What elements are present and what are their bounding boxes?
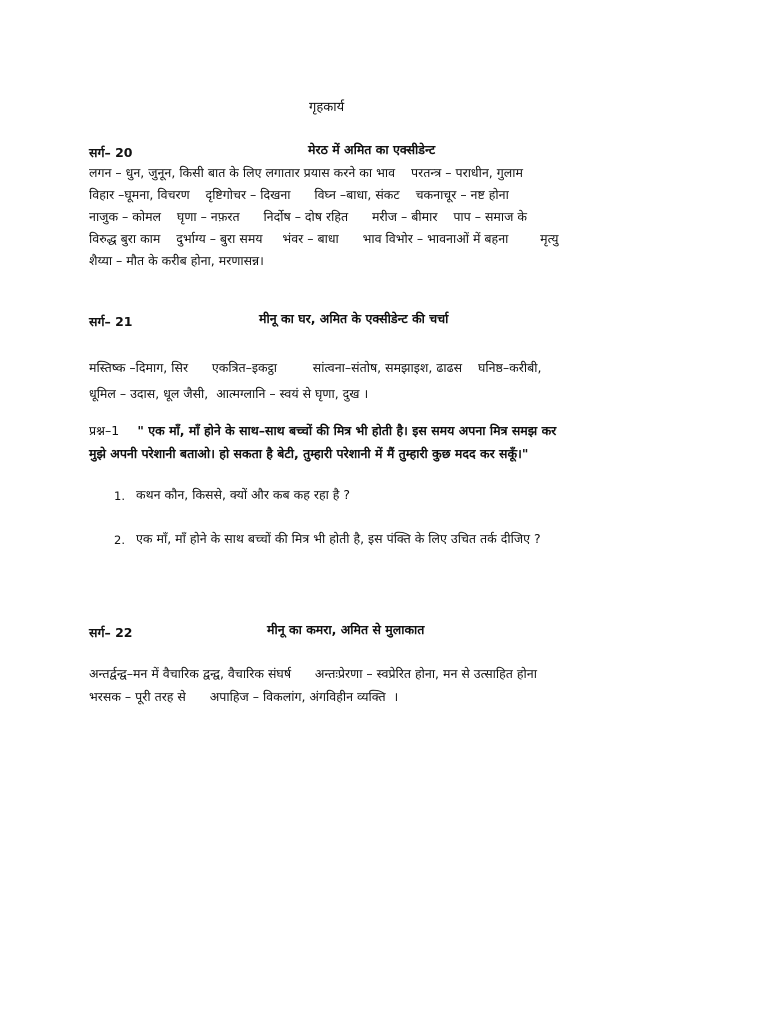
section-21-label: सर्ग– 21 <box>89 314 133 329</box>
section-22-heading: मीनू का कमरा, अमित से मुलाकात <box>267 622 425 637</box>
section-20-line-1: लगन – धुन, जुनून, किसी बात के लिए लगातार प्रयास करने का भाव परतन्त्र – पराधीन, गुलाम <box>89 165 523 180</box>
section-21-heading: मीनू का घर, अमित के एक्सीडेन्ट की चर्चा <box>259 311 449 326</box>
subquestion-1-text: कथन कौन, किससे, क्यों और कब कह रहा है ? <box>136 487 351 502</box>
section-20-line-5: शैय्या – मौत के करीब होना, मरणासन्न। <box>89 253 264 268</box>
section-20-label: सर्ग– 20 <box>89 145 133 160</box>
section-22-line-2: भरसक – पूरी तरह से अपाहिज – विकलांग, अंगविहीन व्यक्ति । <box>89 689 399 704</box>
section-20-line-4: विरुद्ध बुरा काम दुर्भाग्य – बुरा समय भंवर – बाधा भाव विभोर – भावनाओं में बहना मृत्यु <box>89 231 559 246</box>
section-20-heading: मेरठ में अमित का एक्सीडेन्ट <box>308 142 436 157</box>
section-21-line-2: धूमिल – उदास, धूल जैसी, आत्मग्लानि – स्वयं से घृणा, दुख । <box>89 386 369 401</box>
question-prefix: प्रश्न–1 <box>89 423 120 438</box>
subquestion-1-number: 1. <box>114 489 125 503</box>
section-21-line-1: मस्तिष्क –दिमाग, सिर एकत्रित–इकट्ठा सांत्वना–संतोष, समझाइश, ढाढस घनिष्ठ–करीबी, <box>89 360 542 375</box>
question-line-2: मुझे अपनी परेशानी बताओ। हो सकता है बेटी, तुम्हारी परेशानी में मैं तुम्हारी कुछ मदद कर सकूँ।" <box>89 446 529 461</box>
subquestion-2-number: 2. <box>114 533 125 547</box>
subquestion-2-text: एक माँ, माँ होने के साथ बच्चों की मित्र भी होती है, इस पंक्ति के लिए उचित तर्क दीजिए ? <box>136 531 541 546</box>
page-title: गृहकार्य <box>309 100 345 115</box>
section-20-line-2: विहार –घूमना, विचरण दृष्टिगोचर – दिखना विघ्न –बाधा, संकट चकनाचूर – नष्ट होना <box>89 187 509 202</box>
section-20-line-3: नाजुक – कोमल घृणा – नफ़रत निर्दोष – दोष रहित मरीज – बीमार पाप – समाज के <box>89 209 527 224</box>
section-22-label: सर्ग– 22 <box>89 625 133 640</box>
question-line-1: " एक माँ, माँ होने के साथ–साथ बच्चों की मित्र भी होती है। इस समय अपना मित्र समझ कर <box>133 423 557 438</box>
section-22-line-1: अन्तर्द्वन्द्व–मन में वैचारिक द्वन्द्व, वैचारिक संघर्ष अन्तःप्रेरणा – स्वप्रेरित होना, मन से उत्साहित होना <box>89 666 537 681</box>
